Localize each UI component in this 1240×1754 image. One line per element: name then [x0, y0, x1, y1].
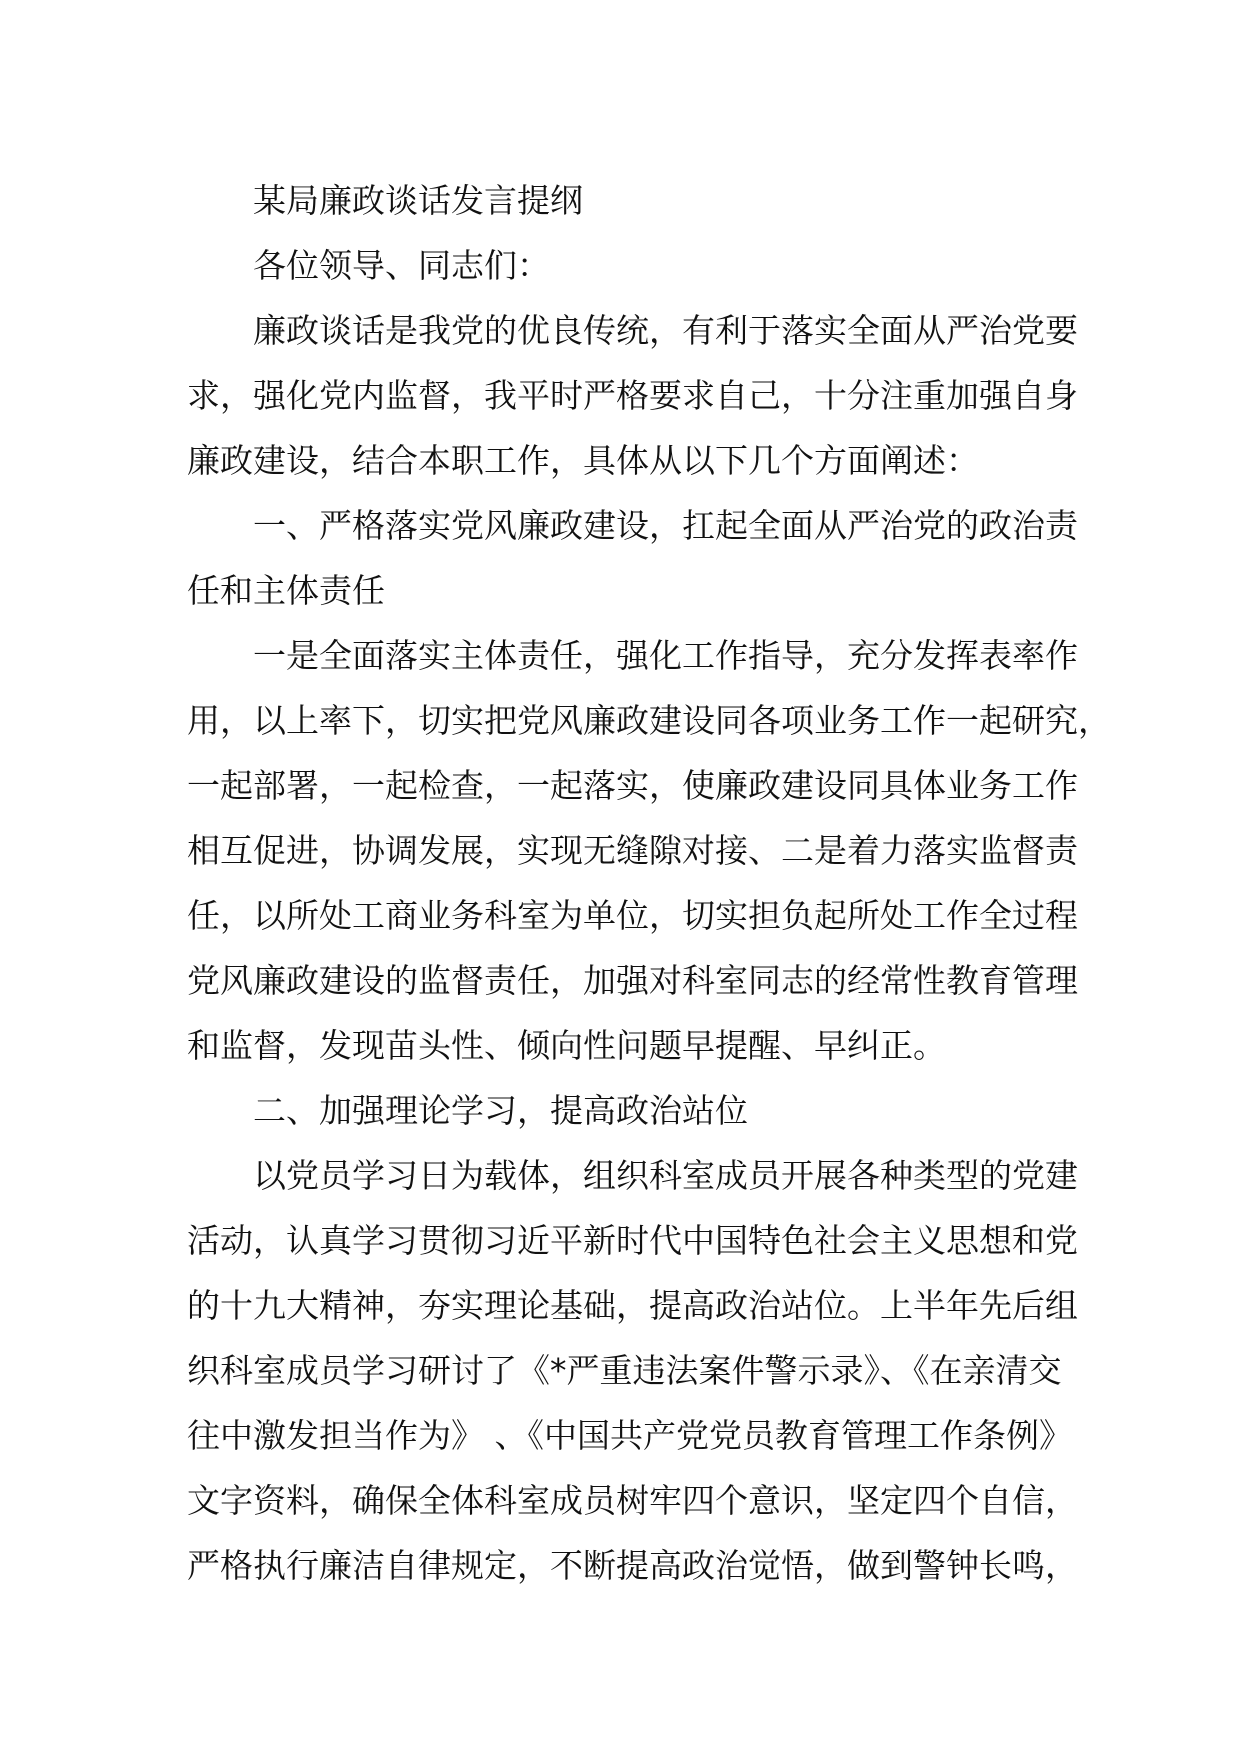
- text-line: 一、严格落实党风廉政建设，扛起全面从严治党的政治责: [253, 506, 1078, 545]
- text-line: 一起部署，一起检查，一起落实，使廉政建设同具体业务工作: [187, 766, 1078, 805]
- text-line: 相互促进，协调发展，实现无缝隙对接、二是着力落实监督责: [187, 831, 1078, 870]
- text-line: 严格执行廉洁自律规定，不断提高政治觉悟，做到警钟长鸣，: [187, 1546, 1078, 1585]
- paragraph-intro: [187, 298, 1087, 493]
- text-line: 的十九大精神，夯实理论基础，提高政治站位。上半年先后组: [187, 1286, 1078, 1325]
- text-line: 活动，认真学习贯彻习近平新时代中国特色社会主义思想和党: [187, 1221, 1078, 1260]
- text-line: 任，以所处工商业务科室为单位，切实担负起所处工作全过程: [187, 896, 1078, 935]
- text-line: 廉政建设，结合本职工作，具体从以下几个方面阐述：: [187, 441, 979, 480]
- text-line: 文字资料，确保全体科室成员树牢四个意识，坚定四个自信，: [187, 1481, 1078, 1520]
- text-line: 党风廉政建设的监督责任，加强对科室同志的经常性教育管理: [187, 961, 1078, 1000]
- text-line: 和监督，发现苗头性、倾向性问题早提醒、早纠正。: [187, 1026, 946, 1065]
- text-line: 某局廉政谈话发言提纲: [253, 181, 583, 220]
- greeting: [187, 233, 1087, 298]
- section-heading-1: [187, 493, 1087, 623]
- text-line: 廉政谈话是我党的优良传统，有利于落实全面从严治党要: [253, 311, 1078, 350]
- paragraph-responsibility: [187, 623, 1111, 1078]
- paragraph-study: [187, 1143, 1087, 1598]
- document-body: [187, 168, 1111, 1598]
- text-line: 任和主体责任: [187, 571, 385, 610]
- section-heading-2: [187, 1078, 1087, 1143]
- text-line: 二、加强理论学习，提高政治站位: [253, 1091, 748, 1130]
- text-line: 各位领导、同志们：: [253, 246, 550, 285]
- text-line: 求，强化党内监督，我平时严格要求自己，十分注重加强自身: [187, 376, 1078, 415]
- text-line: 一是全面落实主体责任，强化工作指导，充分发挥表率作: [253, 636, 1078, 675]
- text-line: 用，以上率下，切实把党风廉政建设同各项业务工作一起研究，: [187, 701, 1111, 740]
- text-line: 织科室成员学习研讨了《*严重违法案件警示录》、《在亲清交: [187, 1351, 1062, 1390]
- document-title: [187, 168, 1087, 233]
- text-line: 往中激发担当作为》 、《中国共产党党员教育管理工作条例》: [187, 1416, 1072, 1455]
- text-line: 以党员学习日为载体，组织科室成员开展各种类型的党建: [253, 1156, 1078, 1195]
